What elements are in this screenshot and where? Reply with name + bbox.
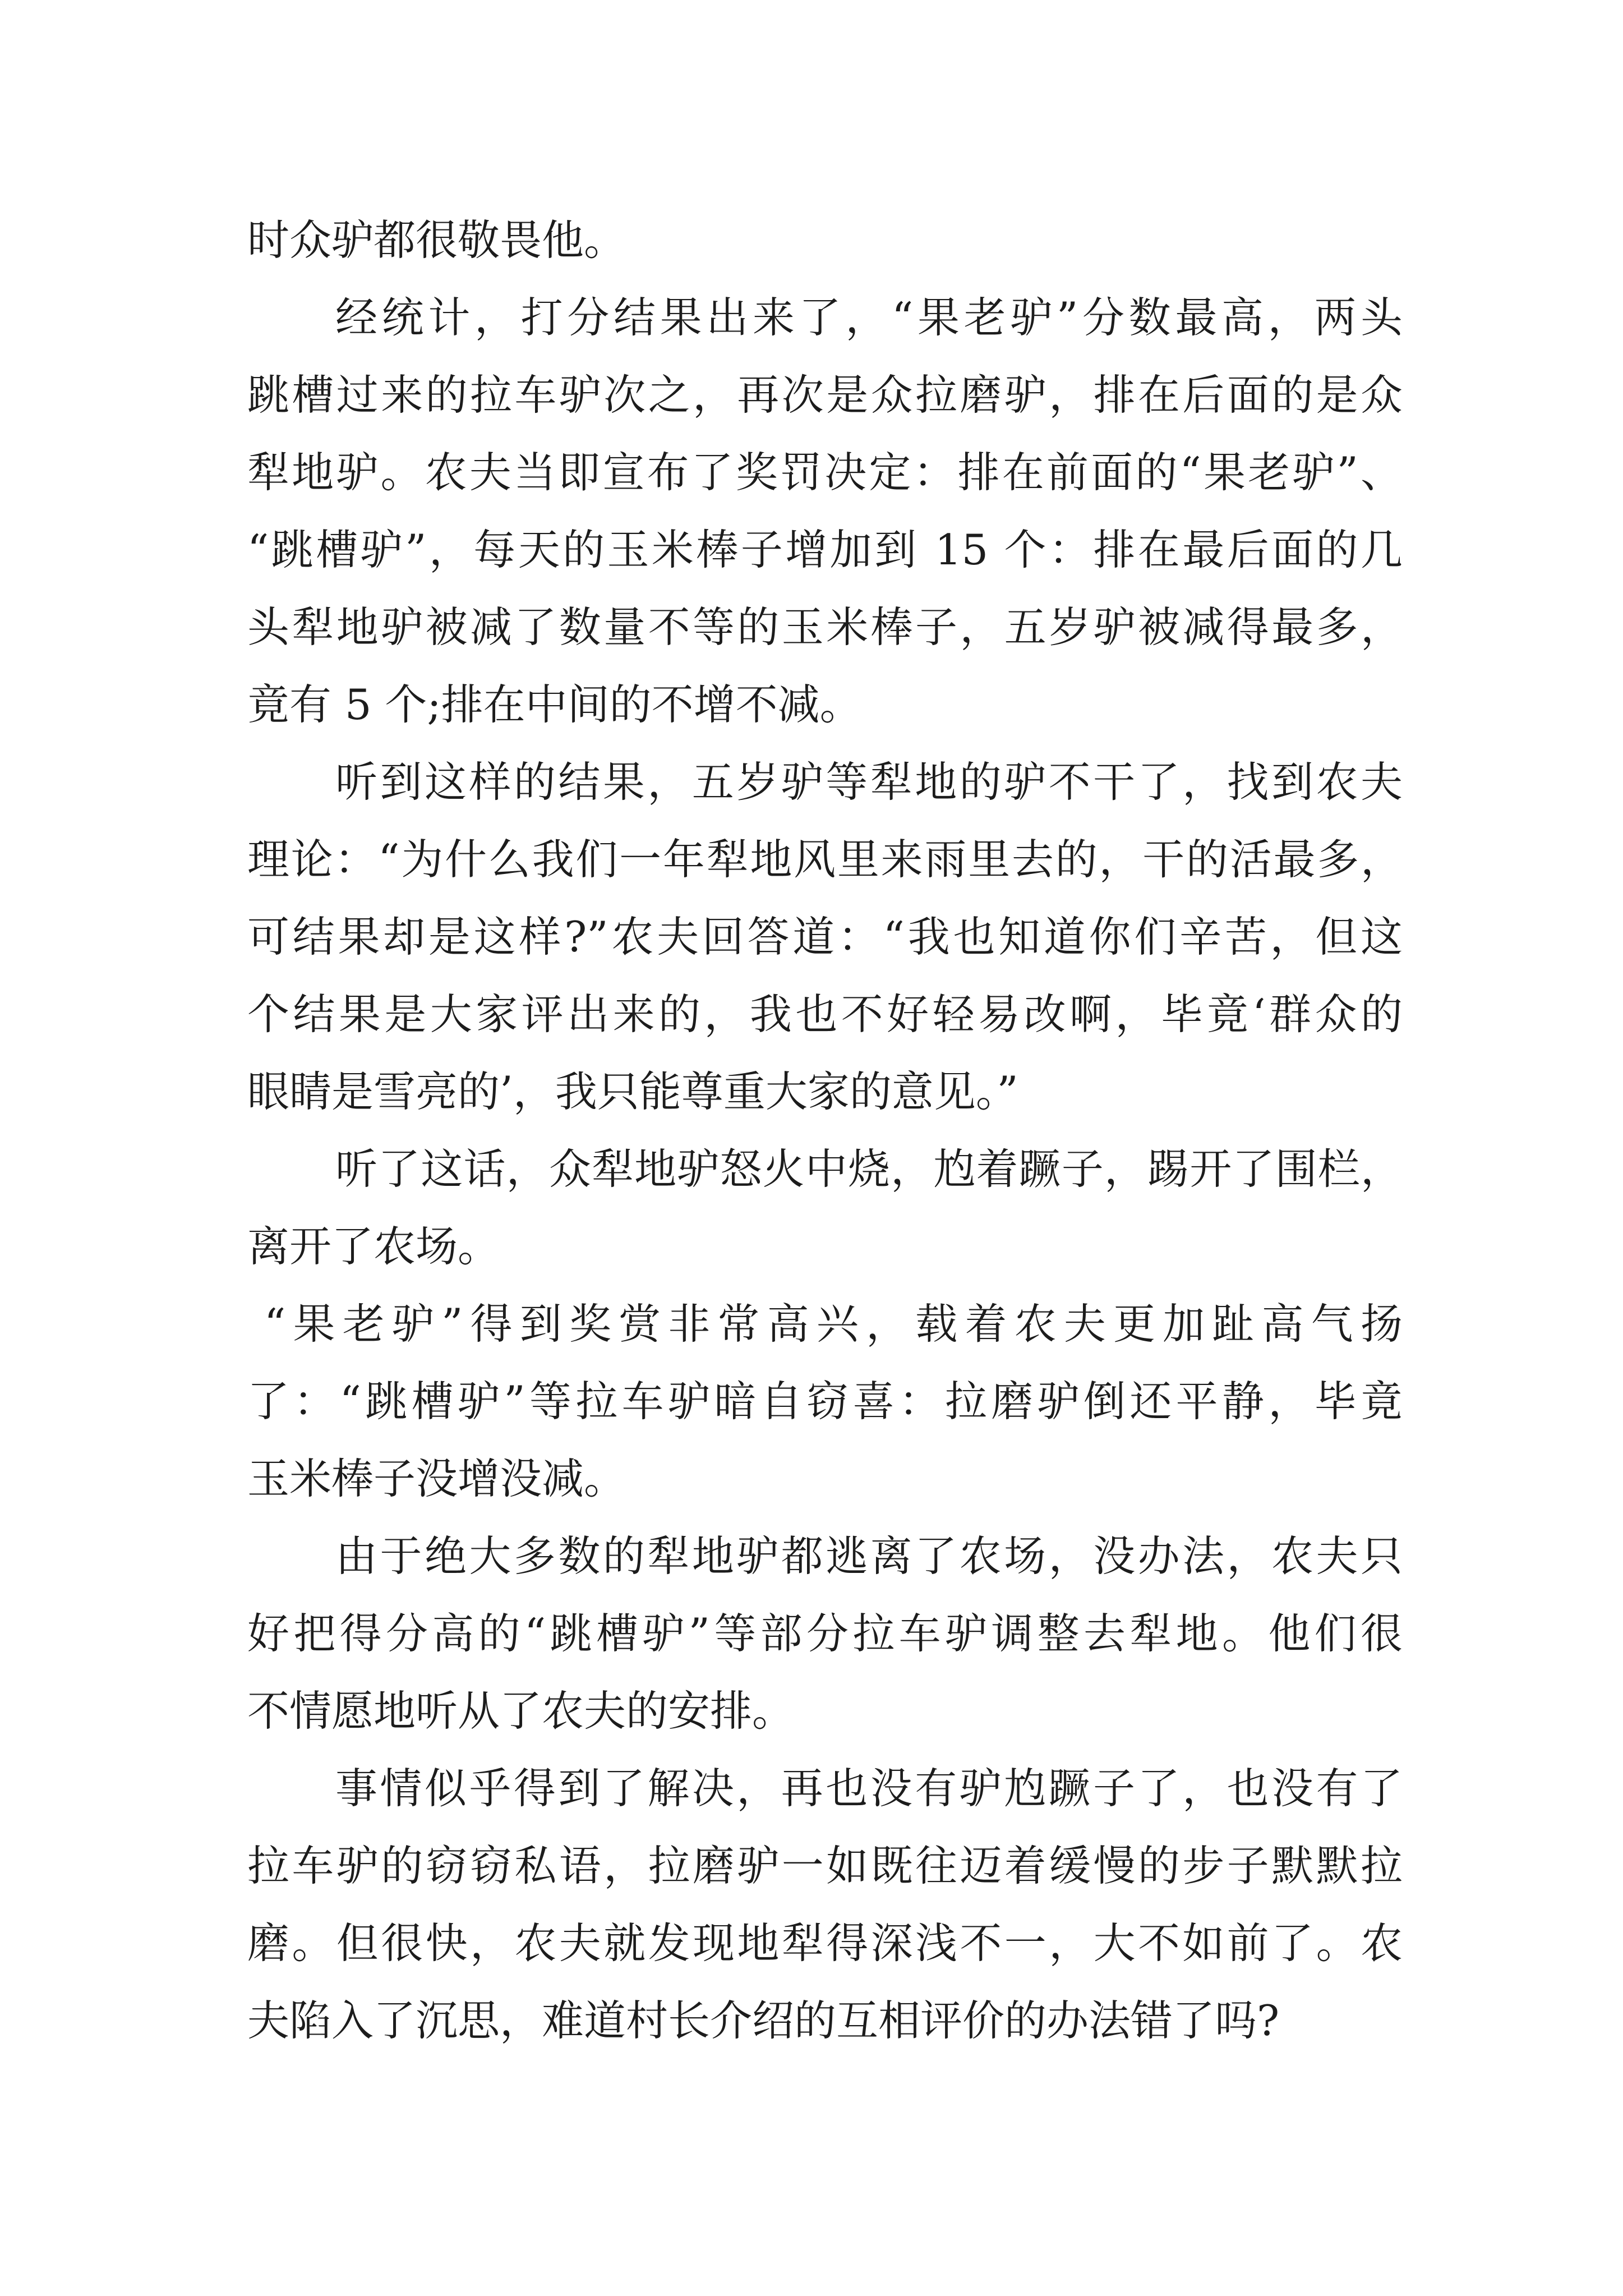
- text-line: 时众驴都很敬畏他。: [247, 215, 626, 265]
- paragraph: [247, 1285, 1403, 1517]
- text-line: 磨。但很快，农夫就发现地犁得深浅不一，大不如前了。农: [247, 1918, 1403, 1968]
- text-line: 可结果却是这样?”农夫回答道：“我也知道你们辛苦，但这: [247, 912, 1403, 961]
- text-line: 好把得分高的“跳槽驴”等部分拉车驴调整去犁地。他们很: [247, 1609, 1403, 1658]
- text-line: 头犁地驴被减了数量不等的玉米棒子，五岁驴被减得最多，: [247, 602, 1403, 652]
- text-line: 听了这话，众犁地驴怒火中烧，尥着蹶子，踢开了围栏，: [335, 1144, 1403, 1194]
- text-line: “跳槽驴”，每天的玉米棒子增加到 15 个：排在最后面的几: [247, 525, 1403, 574]
- text-line: 犁地驴。农夫当即宣布了奖罚决定：排在前面的“果老驴”、: [247, 448, 1403, 497]
- text-line: 事情似乎得到了解决，再也没有驴尥蹶子了，也没有了: [335, 1764, 1403, 1813]
- text-line: 竟有 5 个;排在中间的不增不减。: [247, 680, 862, 729]
- paragraph: [247, 743, 1403, 1130]
- text-line: 了：“跳槽驴”等拉车驴暗自窃喜：拉磨驴倒还平静，毕竟: [247, 1377, 1403, 1426]
- text-line: 听到这样的结果，五岁驴等犁地的驴不干了，找到农夫: [335, 757, 1403, 807]
- text-line: 眼睛是雪亮的’，我只能尊重大家的意见。”: [247, 1067, 1018, 1116]
- paragraph: [247, 1750, 1403, 2059]
- text-line: 玉米棒子没增没减。: [247, 1454, 626, 1503]
- text-line: “果老驴”得到奖赏非常高兴，载着农夫更加趾高气扬: [264, 1299, 1403, 1349]
- paragraph: [247, 201, 1403, 279]
- text-line: 跳槽过来的拉车驴次之，再次是众拉磨驴，排在后面的是众: [247, 370, 1403, 420]
- paragraph: [247, 279, 1403, 743]
- text-line: 个结果是大家评出来的，我也不好轻易改啊，毕竟‘群众的: [247, 990, 1403, 1039]
- text-line: 夫陷入了沉思，难道村长介绍的互相评价的办法错了吗?: [247, 1996, 1280, 2045]
- text-line: 拉车驴的窃窃私语，拉磨驴一如既往迈着缓慢的步子默默拉: [247, 1841, 1403, 1890]
- body-text: [247, 201, 1403, 2059]
- paragraph: [247, 1517, 1403, 1750]
- text-line: 经统计，打分结果出来了，“果老驴”分数最高，两头: [335, 293, 1403, 342]
- text-line: 离开了农场。: [247, 1222, 500, 1271]
- text-line: 理论：“为什么我们一年犁地风里来雨里去的，干的活最多，: [247, 835, 1403, 884]
- text-line: 不情愿地听从了农夫的安排。: [247, 1686, 795, 1736]
- paragraph: [247, 1130, 1403, 1285]
- text-line: 由于绝大多数的犁地驴都逃离了农场，没办法，农夫只: [335, 1531, 1403, 1581]
